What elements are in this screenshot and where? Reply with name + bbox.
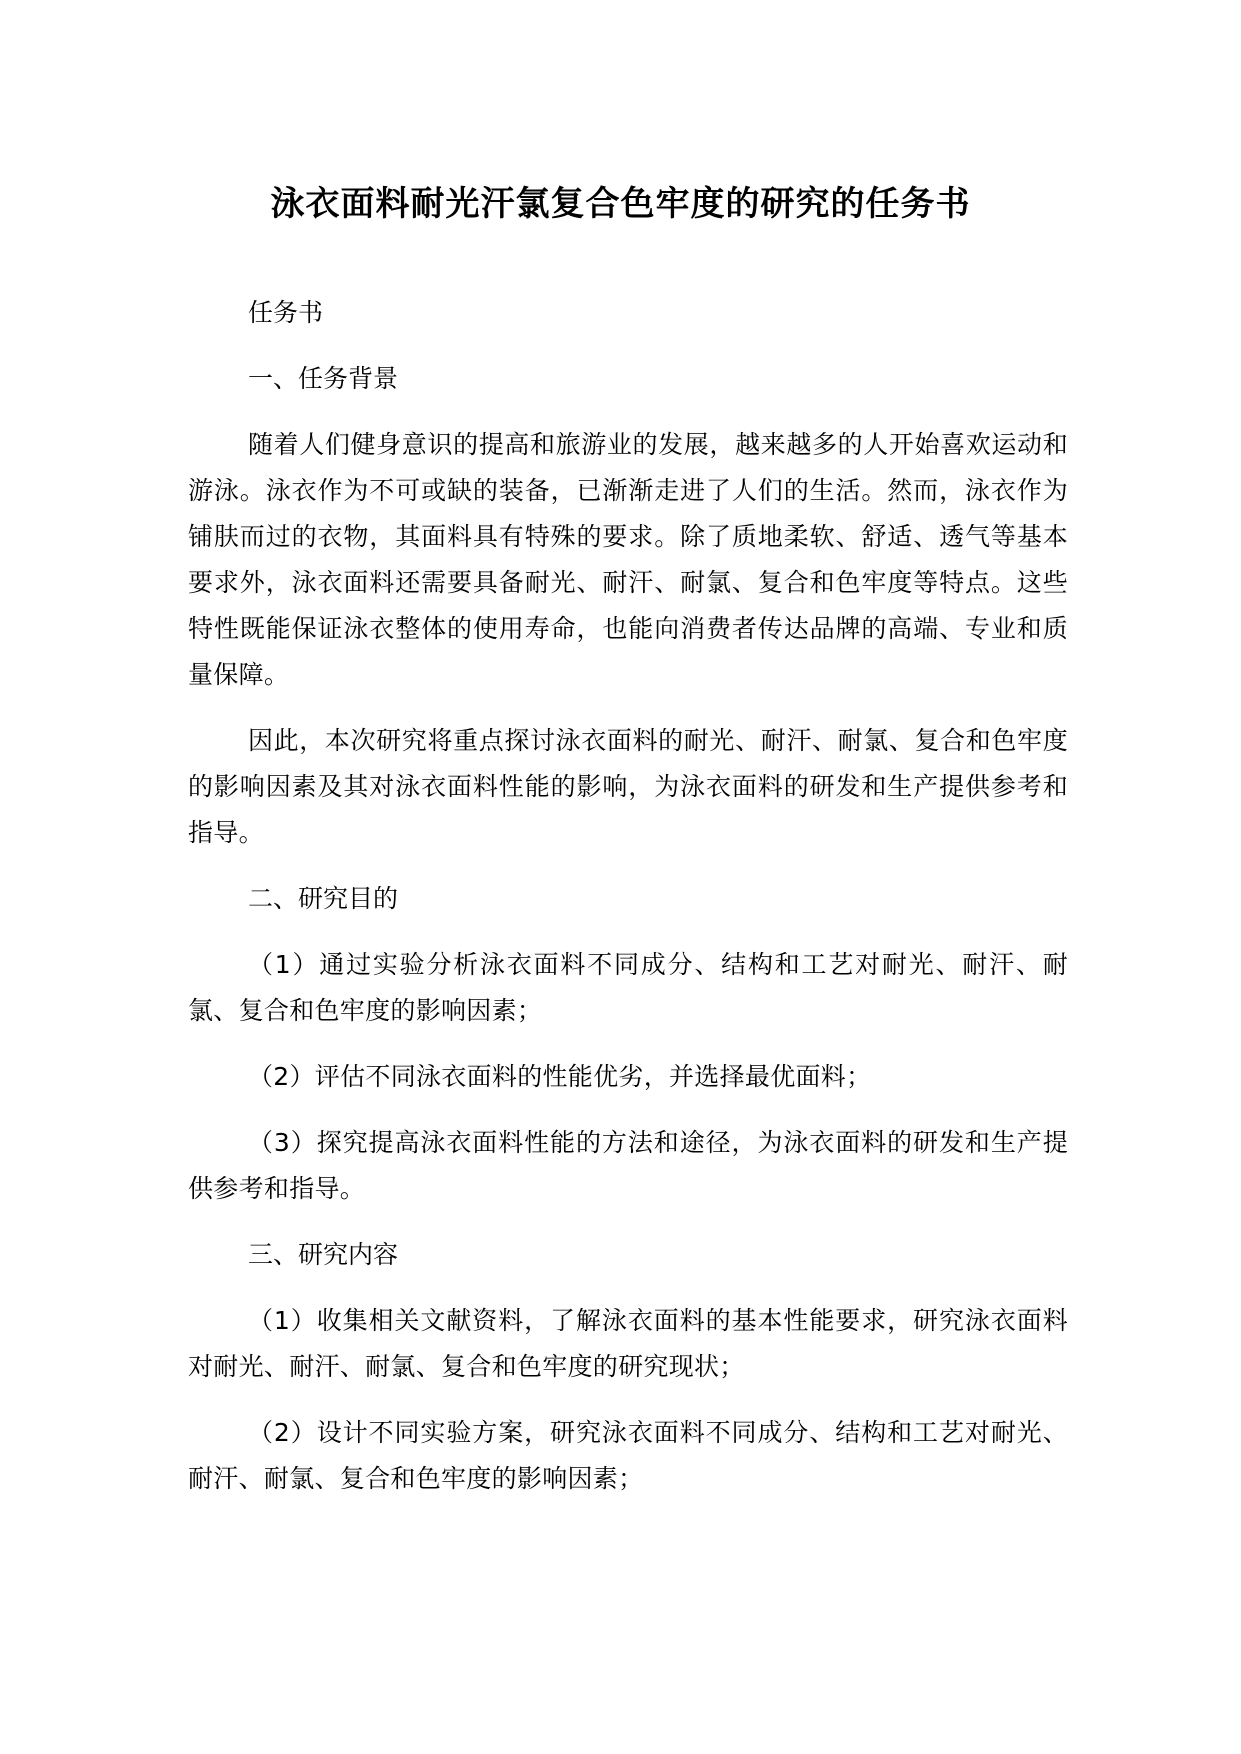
- paragraph-background-2: 因此，本次研究将重点探讨泳衣面料的耐光、耐汗、耐氯、复合和色牢度的影响因素及其对泳衣面料性能的影响，为泳衣面料的研发和生产提供参考和指导。: [188, 726, 1068, 847]
- paragraph-background-1: 随着人们健身意识的提高和旅游业的发展，越来越多的人开始喜欢运动和游泳。泳衣作为不可或缺的装备，已渐渐走进了人们的生活。然而，泳衣作为铺肤而过的衣物，其面料具有特殊的要求。除了质地柔软、舒适、透气等基本要求外，泳衣面料还需要具备耐光、耐汗、耐氯、复合和色牢度等特点。这些特性既能保证泳衣整体的使用寿命，也能向消费者传达品牌的高端、专业和质量保障。: [188, 430, 1068, 689]
- document-title: 泳衣面料耐光汗氯复合色牢度的研究的任务书: [270, 184, 971, 224]
- section-heading-purpose: 二、研究目的: [248, 884, 399, 913]
- section-heading-content: 三、研究内容: [248, 1240, 399, 1269]
- list-item-purpose-1: （1）通过实验分析泳衣面料不同成分、结构和工艺对耐光、耐汗、耐氯、复合和色牢度的影响因素；: [188, 950, 1068, 1025]
- list-item-content-2: （2）设计不同实验方案，研究泳衣面料不同成分、结构和工艺对耐光、耐汗、耐氯、复合和色牢度的影响因素；: [188, 1418, 1068, 1493]
- list-item-content-1: （1）收集相关文献资料，了解泳衣面料的基本性能要求，研究泳衣面料对耐光、耐汗、耐氯、复合和色牢度的研究现状；: [188, 1306, 1068, 1381]
- intro-label: 任务书: [248, 298, 324, 327]
- document-body: [188, 290, 1068, 1522]
- list-item-purpose-3: （3）探究提高泳衣面料性能的方法和途径，为泳衣面料的研发和生产提供参考和指导。: [188, 1128, 1068, 1203]
- list-item-purpose-2: （2）评估不同泳衣面料的性能优劣，并选择最优面料；: [248, 1062, 872, 1091]
- section-heading-background: 一、任务背景: [248, 364, 399, 393]
